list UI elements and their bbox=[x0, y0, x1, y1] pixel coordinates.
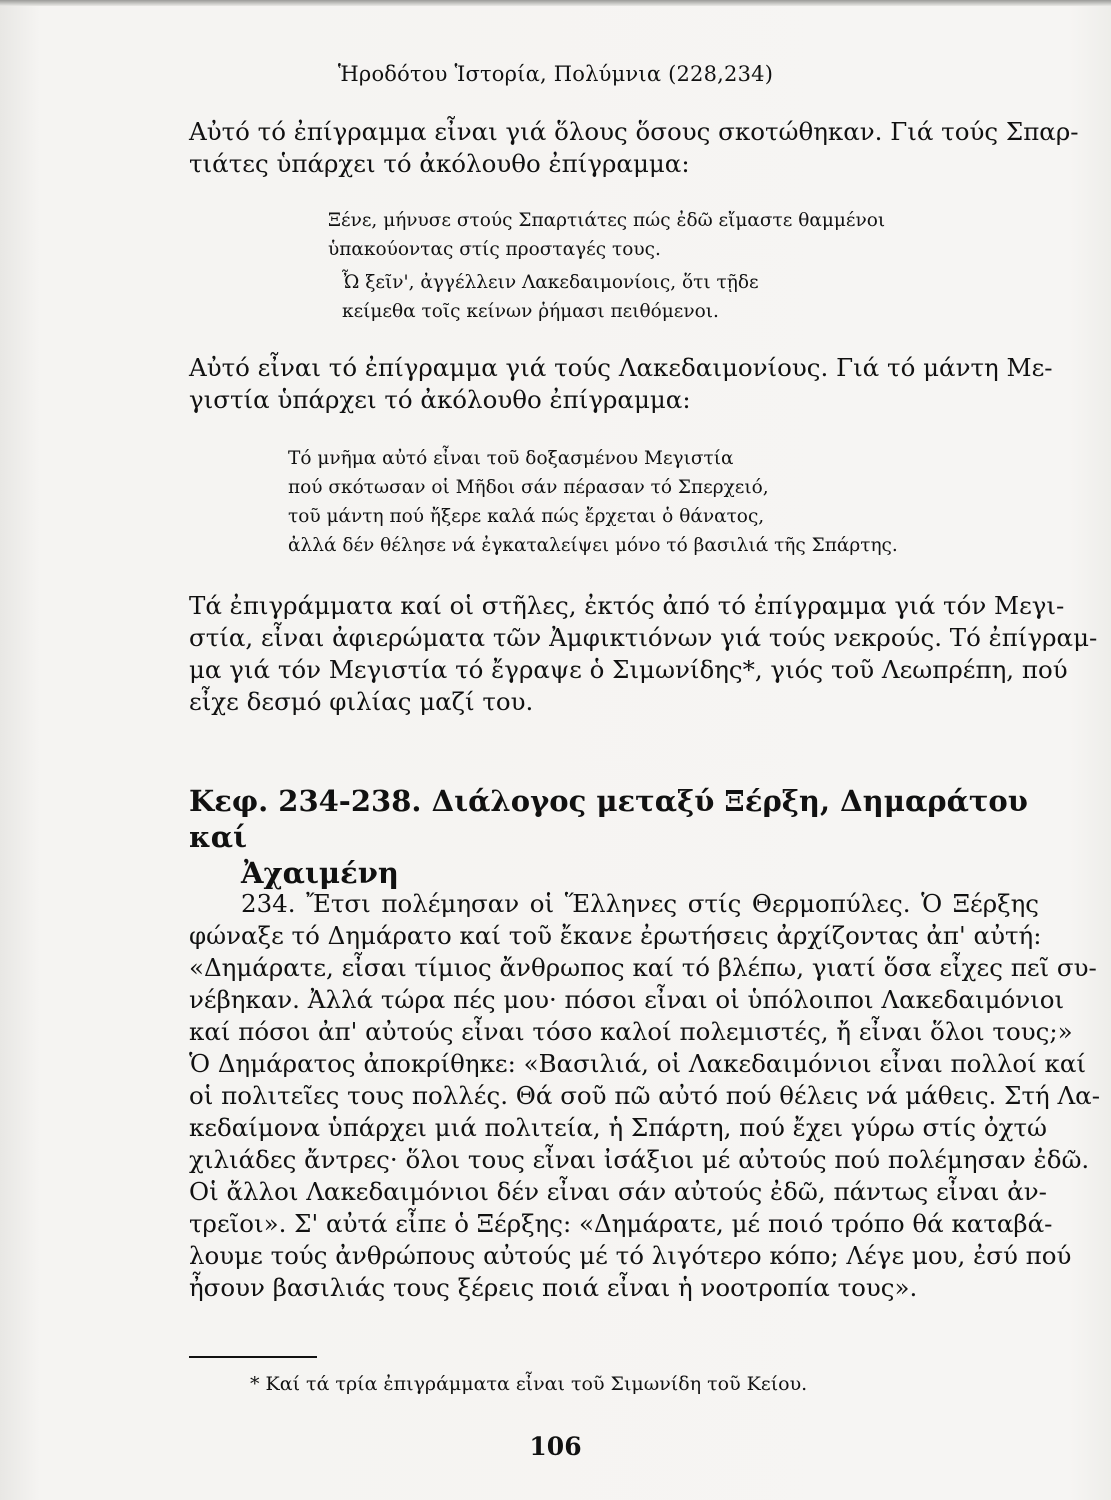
text-line: χιλιάδες ἄντρες· ὅλοι τους εἶναι ἰσάξιοι μέ αὐτούς πού πολέμησαν ἐδῶ. bbox=[189, 1145, 1090, 1174]
paragraph-2 bbox=[189, 352, 1053, 416]
text-line: νέβηκαν. Ἀλλά τώρα πές μου· πόσοι εἶναι οἱ ὑπόλοιποι Λακεδαιμόνιοι bbox=[189, 985, 1065, 1014]
epigram-modern-translation bbox=[328, 206, 885, 264]
text-line: καί πόσοι ἀπ' αὐτούς εἶναι τόσο καλοί πολεμιστές, ἤ εἶναι ὅλοι τους;» bbox=[189, 1017, 1073, 1046]
text-line: τιάτες ὑπάρχει τό ἀκόλουθο ἐπίγραμμα: bbox=[189, 149, 690, 178]
paragraph-4 bbox=[189, 888, 1100, 1304]
text-line: Αὐτό εἶναι τό ἐπίγραμμα γιά τούς Λακεδαιμονίους. Γιά τό μάντη Με- bbox=[189, 353, 1053, 382]
text-line: γιστία ὑπάρχει τό ἀκόλουθο ἐπίγραμμα: bbox=[189, 385, 691, 414]
epigram-ancient-greek bbox=[342, 268, 759, 326]
verse-line: Ὦ ξεῖν', ἀγγέλλειν Λακεδαιμονίοις, ὅτι τῇδε bbox=[342, 272, 759, 293]
text-line: Ὁ Δημάρατος ἀποκρίθηκε: «Βασιλιά, οἱ Λακεδαιμόνιοι εἶναι πολλοί καί bbox=[189, 1049, 1087, 1078]
verse-line: πού σκότωσαν οἱ Μῆδοι σάν πέρασαν τό Σπερχειό, bbox=[288, 477, 769, 498]
text-line: Οἱ ἄλλοι Λακεδαιμόνιοι δέν εἶναι σάν αὐτούς ἐδῶ, πάντως εἶναι ἀν- bbox=[189, 1177, 1047, 1206]
verse-line: ἀλλά δέν θέλησε νά ἐγκαταλείψει μόνο τό βασιλιά τῆς Σπάρτης. bbox=[288, 535, 898, 556]
verse-line: ὑπακούοντας στίς προσταγές τους. bbox=[328, 239, 661, 260]
verse-line: Ξένε, μήνυσε στούς Σπαρτιάτες πώς ἐδῶ εἴμαστε θαμμένοι bbox=[328, 210, 886, 231]
verse-line: Τό μνῆμα αὐτό εἶναι τοῦ δοξασμένου Μεγιστία bbox=[288, 448, 734, 469]
text-line: εἶχε δεσμό φιλίας μαζί του. bbox=[189, 687, 534, 716]
text-line: μα γιά τόν Μεγιστία τό ἔγραψε ὁ Σιμωνίδης*, γιός τοῦ Λεωπρέπη, πού bbox=[189, 655, 1068, 684]
text-line: ἦσουν βασιλιάς τους ξέρεις ποιά εἶναι ἡ νοοτροπία τους». bbox=[189, 1273, 918, 1302]
text-line: λουμε τούς ἀνθρώπους αὐτούς μέ τό λιγότερο κόπο; Λέγε μου, ἐσύ πού bbox=[189, 1241, 1072, 1270]
text-line: 234. Ἔτσι πολέμησαν οἱ Ἕλληνες στίς Θερμοπύλες. Ὁ Ξέρξης bbox=[241, 889, 1039, 918]
text-line: οἱ πολιτεῖες τους πολλές. Θά σοῦ πῶ αὐτό πού θέλεις νά μάθεις. Στή Λα- bbox=[189, 1081, 1100, 1110]
footnote: * Καί τά τρία ἐπιγράμματα εἶναι τοῦ Σιμωνίδη τοῦ Κείου. bbox=[250, 1373, 808, 1395]
text-line: κεδαίμονα ὑπάρχει μιά πολιτεία, ἡ Σπάρτη, πού ἔχει γύρω στίς ὀχτώ bbox=[189, 1113, 1047, 1142]
page-number: 106 bbox=[529, 1432, 582, 1461]
chapter-heading-line: Ἀχαιμένη bbox=[241, 856, 399, 890]
paragraph-3 bbox=[189, 590, 1098, 718]
epigram-megistias bbox=[288, 444, 898, 560]
text-line: Τά ἐπιγράμματα καί οἱ στῆλες, ἐκτός ἀπό τό ἐπίγραμμα γιά τόν Μεγι- bbox=[189, 591, 1065, 620]
running-header: Ἡροδότου Ἱστορία, Πολύμνια (228,234) bbox=[337, 62, 774, 86]
text-line: Αὐτό τό ἐπίγραμμα εἶναι γιά ὅλους ὅσους σκοτώθηκαν. Γιά τούς Σπαρ- bbox=[189, 117, 1079, 146]
chapter-heading-line: Κεφ. 234-238. Διάλογος μεταξύ Ξέρξη, Δημαράτου καί bbox=[189, 784, 1028, 854]
text-line: «Δημάρατε, εἶσαι τίμιος ἄνθρωπος καί τό βλέπω, γιατί ὅσα εἶχες πεῖ συ- bbox=[189, 953, 1097, 982]
verse-line: κείμεθα τοῖς κείνων ῥήμασι πειθόμενοι. bbox=[342, 301, 719, 322]
paragraph-1 bbox=[189, 116, 1079, 180]
footnote-separator bbox=[189, 1356, 317, 1358]
verse-line: τοῦ μάντη πού ἤξερε καλά πώς ἔρχεται ὁ θάνατος, bbox=[288, 506, 765, 527]
text-line: τρεῖοι». Σ' αὐτά εἶπε ὁ Ξέρξης: «Δημάρατε, μέ ποιό τρόπο θά καταβά- bbox=[189, 1209, 1053, 1238]
text-line: στία, εἶναι ἀφιερώματα τῶν Ἀμφικτιόνων γιά τούς νεκρούς. Τό ἐπίγραμ- bbox=[189, 623, 1098, 652]
chapter-heading bbox=[189, 783, 1039, 891]
text-line: φώναξε τό Δημάρατο καί τοῦ ἔκανε ἐρωτήσεις ἀρχίζοντας ἀπ' αὐτή: bbox=[189, 921, 1042, 950]
page-top-edge-shadow bbox=[0, 0, 1111, 6]
